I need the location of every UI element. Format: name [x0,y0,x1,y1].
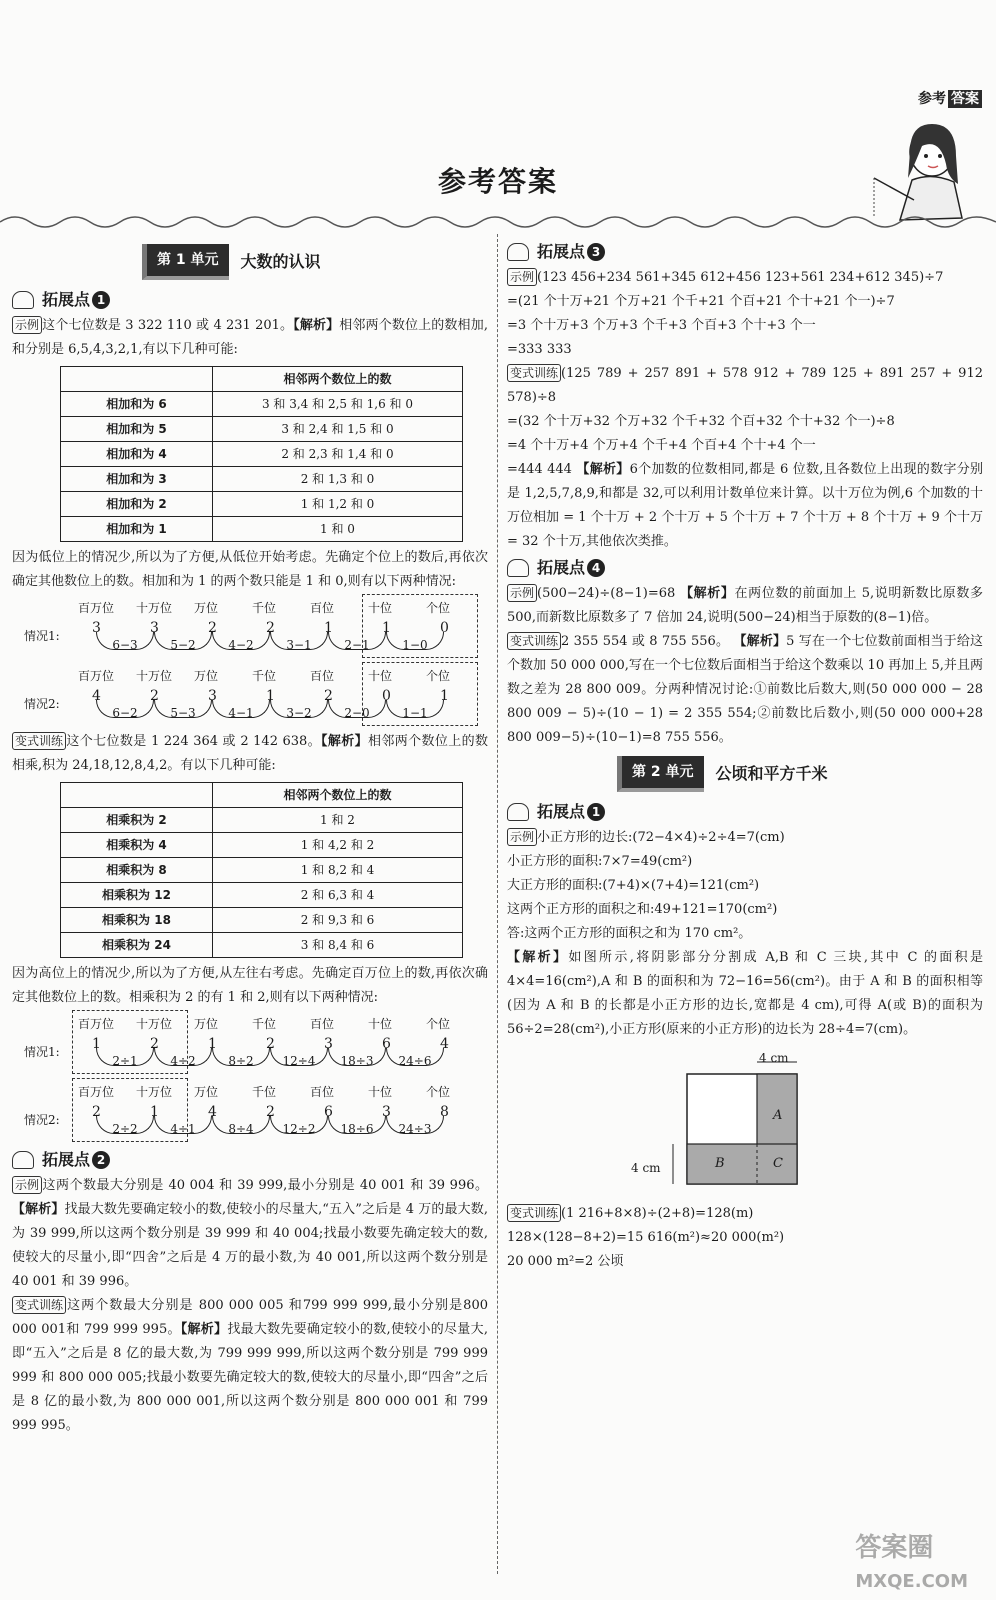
place-label: 万位 [194,669,219,683]
unit-badge: 第 1 单元 [142,244,229,280]
operation-label: 18÷3 [340,1054,374,1068]
operation-label: 2÷1 [112,1054,138,1068]
k1-paragraph: 因为低位上的情况少,所以为了方便,从低位开始考虑。先确定个位上的数后,再依次确定其他数位上的数。相加和为 1 的两个数只能是 1 和 0,则有以下两种情况: [12,550,488,589]
product-table: 相邻两个数位上的数 相乘积为 2 1 和 2 相乘积为 4 1 和 4,2 和 2 相乘积为 8 1 和 8,2 和 4 相乘积为 12 2 和 6,3 和 4 相乘积为 18 2 和 9,3 和 6 相乘积为 24 3 和 8,4 和 6 [60,782,463,958]
knowledge-point-4: 拓展点 4 [507,554,983,582]
digit: 1 [92,1036,101,1052]
operation-label: 12÷2 [282,1122,316,1136]
page-title: 参考答案 [437,165,558,198]
table-row: 相加和为 4 2 和 2,3 和 1,4 和 0 [61,442,463,467]
place-label: 个位 [426,1085,451,1099]
k4-example: 示例 (500−24)÷(8−1)=68 【解析】在两位数的前面加上 5,说明新数比原数多 500,而新数比原数多了 7 倍加 24,说明(500−24)相当于原数的(8−1)倍。 [507,586,983,625]
table-row: 相乘积为 12 2 和 6,3 和 4 [61,883,463,908]
digit: 1 [382,620,391,636]
case-label: 情况2: [24,697,60,711]
digit: 1 [150,1104,159,1120]
digit: 3 [324,1036,333,1052]
operation-label: 8÷2 [228,1054,254,1068]
place-label: 十位 [368,1017,393,1031]
u2k1-analysis: 【解析】如图所示,将阴影部分分割成 A,B 和 C 三块,其中 C 的面积是 4×4=16(cm²),A 和 B 的面积和为 72−16=56(cm²)。由于 A 和 B 的面积相等(因为 A 和 B 的长都是小正方形的边长,宽都是 4 cm),可得 A(或 B)的面积为 56÷2=28(cm²),小正方形(原来的小正方形)的边长为 28÷4=7(cm)。 [507,950,983,1037]
digit: 1 [266,688,275,704]
place-label: 十万位 [136,1085,173,1099]
digit: 1 [440,688,449,704]
square-figure: 4 cm 4 cm A B C [657,1052,807,1202]
k1-example: 示例 这个七位数是 3 322 110 或 4 231 201。【解析】相邻两个数位上的数相加,和分别是 6,5,4,3,2,1,有以下几种可能: [12,318,488,357]
k1-variant: 变式训练 这个七位数是 1 224 364 或 2 142 638。【解析】相邻两个数位上的数相乘,积为 24,18,12,8,4,2。有以下几种可能: [12,734,488,773]
operation-label: 5−3 [170,706,196,720]
case-2-product-diagram [12,1078,488,1146]
place-label: 十万位 [136,1017,173,1031]
cat-icon [507,559,529,577]
right-column [507,238,983,1274]
knowledge-point-u2-1: 拓展点 1 [507,798,983,826]
place-label: 百万位 [78,1017,115,1031]
digit: 0 [440,620,449,636]
k2-example: 示例 这两个数最大分别是 40 004 和 39 999,最小分别是 40 001 和 39 996。【解析】找最大数先要确定较小的数,使较小的尽量大,“五入”之后是 4 万的最大数,为 39 999,所以这两个数分别是 39 999 和 40 004;找最小数要先确定较大的数,使较大的尽量小,即“四舍”之后是 4 万的最小数,为 40 001,所以这两个数分别是 40 001 和 39 996。 [12,1178,488,1289]
sum-table: 相邻两个数位上的数 相加和为 6 3 和 3,4 和 2,5 和 1,6 和 0 相加和为 5 3 和 2,4 和 1,5 和 0 相加和为 4 2 和 2,3 和 1,4 和 0 相加和为 3 2 和 1,3 和 0 相加和为 2 1 和 1,2 和 0 相加和为 1 1 和 0 [60,366,463,542]
place-label: 百位 [310,1085,335,1099]
operation-label: 2÷2 [112,1122,138,1136]
table-row: 相加和为 1 1 和 0 [61,517,463,542]
place-label: 百万位 [78,601,115,615]
place-label: 万位 [194,1085,219,1099]
cat-icon [507,803,529,821]
digit: 3 [208,688,217,704]
case-label: 情况1: [24,629,60,643]
case-label: 情况1: [24,1045,60,1059]
k3-step: =333 333 [507,342,572,357]
k3-var-result: =444 444 【解析】6个加数的位数相同,都是 6 位数,且各数位上出现的数字分别是 1,2,5,7,8,9,和都是 32,可以利用计数单位来计算。以十万位为例,6 个加数的十万位相加 = 1 个十万 + 2 个十万 + 5 个十万 + 7 个十万 + 8 个十万 + 9 个十万 = 32 个十万,其他依次类推。 [507,462,983,549]
dashed-box [72,1078,188,1142]
digit: 4 [440,1036,449,1052]
operation-label: 4−2 [228,638,254,652]
knowledge-point-1: 拓展点 1 [12,286,488,314]
header-tag: 参考 答案 [918,88,982,108]
unit-title: 公顷和平方千米 [715,764,828,783]
left-column [12,238,488,1438]
place-label: 千位 [252,1085,277,1099]
operation-label: 4−1 [228,706,254,720]
operation-label: 3−1 [286,638,312,652]
k3-step: =(32 个十万+32 个万+32 个千+32 个百+32 个十+32 个一)÷8 [507,414,895,429]
digit: 2 [266,1036,275,1052]
digit: 2 [150,1036,159,1052]
case-label: 情况2: [24,1113,60,1127]
k4-variant: 变式训练 2 355 554 或 8 755 556。 【解析】5 写在一个七位数前面相当于给这个数加 50 000 000,写在一个七位数后面相当于给这个数乘以 10 再加上 5,并且两数之差为 28 800 009。分两种情况讨论:①前数比后数大,则(50 000 000 − 28 800 009 − 5)÷(10 − 1) = 2 355 554;②前数比后数小,则(50 000 000+28 800 009−5)÷(10−1)=8 755 556。 [507,634,983,745]
case-1-diagram [12,594,488,662]
place-label: 万位 [194,1017,219,1031]
place-label: 千位 [252,601,277,615]
place-label: 千位 [252,1017,277,1031]
k3-variant: 变式训练 (125 789 + 257 891 + 578 912 + 789 125 + 891 257 + 912 578)÷8 [507,366,983,405]
place-label: 千位 [252,669,277,683]
table-row: 相乘积为 8 1 和 8,2 和 4 [61,858,463,883]
digit: 2 [266,1104,275,1120]
digit: 6 [324,1104,333,1120]
place-label: 百位 [310,669,335,683]
table-row: 相乘积为 4 1 和 4,2 和 2 [61,833,463,858]
digit: 2 [92,1104,101,1120]
case-2-diagram [12,662,488,730]
operation-label: 4÷1 [170,1122,196,1136]
digit: 3 [382,1104,391,1120]
k3-step: =(21 个十万+21 个万+21 个千+21 个百+21 个十+21 个一)÷7 [507,294,895,309]
place-label: 个位 [426,669,451,683]
place-label: 十万位 [136,669,173,683]
operation-label: 6−3 [112,638,138,652]
digit: 2 [266,620,275,636]
k3-example: 示例 (123 456+234 561+345 612+456 123+561 234+612 345)÷7 [507,266,983,290]
digit: 0 [382,688,391,704]
place-label: 百万位 [78,1085,115,1099]
cat-icon [12,291,34,309]
wave-divider [0,210,996,234]
digit: 6 [382,1036,391,1052]
table-row: 相乘积为 2 1 和 2 [61,808,463,833]
operation-label: 4÷2 [170,1054,196,1068]
place-label: 个位 [426,1017,451,1031]
operation-label: 8÷4 [228,1122,254,1136]
digit: 3 [92,620,101,636]
u2k1-variant: 变式训练 (1 216+8×8)÷(2+8)=128(m) [507,1202,983,1226]
operation-label: 24÷6 [398,1054,432,1068]
column-separator [497,234,498,1574]
place-label: 十位 [368,601,393,615]
k3-step: =4 个十万+4 个万+4 个千+4 个百+4 个十+4 个一 [507,438,816,453]
unit-2-heading [617,756,983,792]
operation-label: 2−1 [344,638,370,652]
watermark-logo: 答案圈 MXQE.COM [855,1533,968,1592]
digit: 2 [208,620,217,636]
operation-label: 12÷4 [282,1054,316,1068]
operation-label: 2−0 [344,706,370,720]
k2-variant: 变式训练 这两个数最大分别是 800 000 005 和799 999 999,最小分别是800 000 001和 799 999 995。【解析】找最大数先要确定较小的数,使较小的尽量大,即“五入”之后是 8 亿的最大数,为 799 999 999,所以这两个数分别是 799 999 999 和 800 000 005;找最小数要先确定较大的数,使较大的尽量小,即“四舍”之后是 8 亿的最小数,为 800 000 001,所以这两个数分别是 800 000 001 和 799 999 995。 [12,1298,488,1433]
operation-label: 6−2 [112,706,138,720]
place-label: 个位 [426,601,451,615]
place-label: 十位 [368,669,393,683]
operation-label: 18÷6 [340,1122,374,1136]
u2k1-step: 大正方形的面积:(7+4)×(7+4)=121(cm²) [507,878,760,893]
place-label: 万位 [194,601,219,615]
place-label: 十位 [368,1085,393,1099]
knowledge-point-3: 拓展点 3 [507,238,983,266]
unit-badge: 第 2 单元 [617,756,704,792]
operation-label: 5−2 [170,638,196,652]
digit: 2 [324,688,333,704]
unit-1-heading [142,244,488,280]
u2k1-answer: 答:这两个正方形的面积之和为 170 cm²。 [507,926,752,941]
u2k1-step: 小正方形的面积:7×7=49(cm²) [507,854,693,869]
table-row: 相乘积为 18 2 和 9,3 和 6 [61,908,463,933]
k1-paragraph-2: 因为高位上的情况少,所以为了方便,从左往右考虑。先确定百万位上的数,再依次确定其他数位上的数。相乘积为 2 的有 1 和 2,则有以下两种情况: [12,966,488,1005]
cat-icon [507,243,529,261]
digit: 4 [208,1104,217,1120]
digit: 2 [150,688,159,704]
u2k1-step: 这两个正方形的面积之和:49+121=170(cm²) [507,902,778,917]
u2k1-var-step: 20 000 m²=2 公顷 [507,1254,624,1269]
operation-label: 1−1 [402,706,428,720]
operation-label: 1−0 [402,638,428,652]
table-row: 相加和为 2 1 和 1,2 和 0 [61,492,463,517]
table-row: 相加和为 3 2 和 1,3 和 0 [61,467,463,492]
table-row: 相加和为 6 3 和 3,4 和 2,5 和 1,6 和 0 [61,392,463,417]
digit: 3 [150,620,159,636]
dashed-box [362,594,478,658]
dashed-box [72,1010,188,1074]
place-label: 百位 [310,1017,335,1031]
case-1-product-diagram [12,1010,488,1078]
table-row: 相乘积为 24 3 和 8,4 和 6 [61,933,463,958]
cat-icon [12,1151,34,1169]
u2k1-example: 示例 小正方形的边长:(72−4×4)÷2÷4=7(cm) [507,826,983,850]
place-label: 百位 [310,601,335,615]
u2k1-var-step: 128×(128−8+2)=15 616(m²)≈20 000(m²) [507,1230,785,1245]
knowledge-point-2: 拓展点 2 [12,1146,488,1174]
unit-title: 大数的认识 [240,252,321,271]
dashed-box [362,662,478,726]
k3-step: =3 个十万+3 个万+3 个千+3 个百+3 个十+3 个一 [507,318,816,333]
operation-label: 24÷3 [398,1122,432,1136]
operation-label: 3−2 [286,706,312,720]
table-row: 相加和为 5 3 和 2,4 和 1,5 和 0 [61,417,463,442]
digit: 4 [92,688,101,704]
digit: 1 [208,1036,217,1052]
place-label: 十万位 [136,601,173,615]
place-label: 百万位 [78,669,115,683]
digit: 1 [324,620,333,636]
digit: 8 [440,1104,449,1120]
